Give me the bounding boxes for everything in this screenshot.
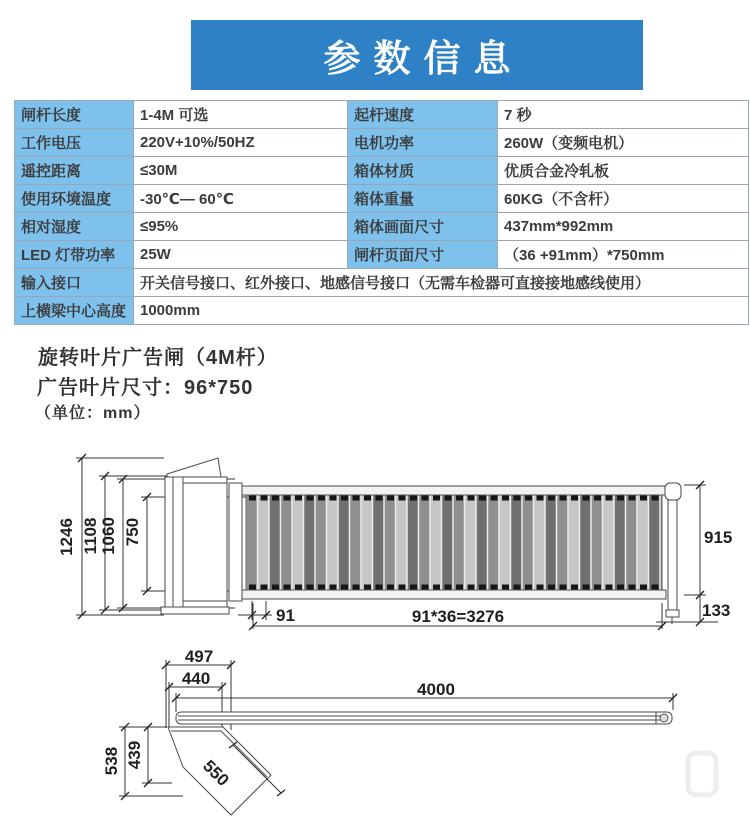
end-support-post (665, 483, 681, 624)
spec-label: 工作电压 (15, 129, 134, 157)
dim-label-3276: 91*36=3276 (411, 607, 505, 626)
spec-label: 遥控距离 (15, 157, 134, 185)
spec-label: 闸杆页面尺寸 (348, 241, 498, 269)
spec-value: ≤95% (134, 213, 348, 241)
dim-label-915: 915 (704, 528, 733, 547)
spec-value: 220V+10%/50HZ (134, 129, 348, 157)
spec-value: 开关信号接口、红外接口、地感信号接口（无需车检器可直接接地感线使用） (134, 269, 749, 297)
dim-label-1246: 1246 (57, 518, 76, 556)
page-title: 参数信息 (323, 38, 524, 79)
spec-label: 使用环境温度 (15, 185, 134, 213)
spec-label: 上横梁中心高度 (15, 297, 134, 325)
spec-value: 260W（变频电机） (498, 129, 749, 157)
top-view (102, 647, 716, 815)
spec-label: 箱体重量 (348, 185, 498, 213)
spec-label: 相对湿度 (15, 213, 134, 241)
dim-label-133: 133 (702, 601, 731, 620)
dim-label-550: 550 (199, 756, 233, 790)
table-row (15, 297, 749, 325)
table-row (15, 157, 749, 185)
spec-label: 起杆速度 (348, 101, 498, 129)
spec-label: 闸杆长度 (15, 101, 134, 129)
cabinet-front (161, 458, 229, 614)
table-row (15, 185, 749, 213)
spec-label: 电机功率 (348, 129, 498, 157)
front-view (57, 454, 732, 630)
watermark (688, 753, 716, 795)
spec-value: ≤30M (134, 157, 348, 185)
product-title-note: 旋转叶片广告闸（4M杆） (38, 347, 278, 369)
table-row (15, 129, 749, 157)
dim-91 (238, 601, 295, 625)
dim-label-4000: 4000 (417, 680, 455, 699)
dim-label-750: 750 (123, 517, 142, 547)
technical-drawing (0, 420, 750, 820)
dim-label-439: 439 (125, 740, 144, 770)
spec-value: 437mm*992mm (498, 213, 749, 241)
table-row (15, 269, 749, 297)
dim-label-1060: 1060 (99, 517, 118, 555)
table-row (15, 101, 749, 129)
spec-table (14, 100, 749, 325)
dim-439 (125, 723, 172, 787)
table-row (15, 241, 749, 269)
dim-4000 (172, 680, 677, 712)
dim-3276 (249, 603, 666, 630)
spec-label: 箱体画面尺寸 (348, 213, 498, 241)
spec-value: 7 秒 (498, 101, 749, 129)
dim-label-91: 91 (276, 606, 295, 625)
arm-top-view (176, 712, 672, 724)
spec-value: -30℃— 60℃ (134, 185, 348, 213)
spec-value: 60KG（不含杆） (498, 185, 749, 213)
blade-size-note: 广告叶片尺寸：96*750 (37, 377, 254, 399)
spec-value: 1000mm (134, 297, 749, 325)
dim-label-497: 497 (184, 647, 214, 666)
spec-label: 输入接口 (15, 269, 134, 297)
unit-note: （单位：mm） (35, 405, 151, 422)
dim-label-440: 440 (181, 669, 211, 688)
page-title-banner (191, 20, 643, 90)
spec-value: 1-4M 可选 (134, 101, 348, 129)
spec-label: LED 灯带功率 (15, 241, 134, 269)
dim-label-1108: 1108 (81, 517, 100, 555)
barrier-arm (229, 483, 666, 601)
spec-value: （36 +91mm）*750mm (498, 241, 749, 269)
table-row (15, 213, 749, 241)
spec-value: 优质合金冷轧板 (498, 157, 749, 185)
dim-915 (684, 481, 732, 599)
dim-label-538: 538 (102, 746, 121, 776)
spec-label: 箱体材质 (348, 157, 498, 185)
spec-value: 25W (134, 241, 348, 269)
